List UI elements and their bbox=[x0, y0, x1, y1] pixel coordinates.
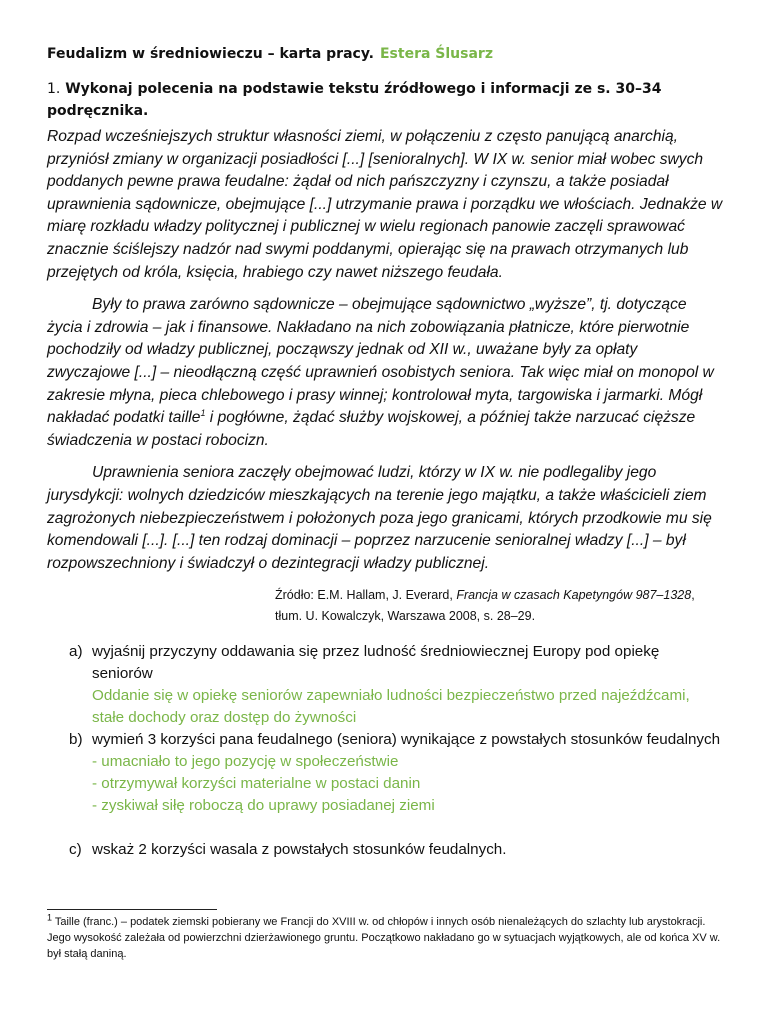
source-paragraph-3: Uprawnienia seniora zaczęły obejmować ludzi, którzy w IX w. nie podlegaliby jego jurysdykcji: wolnych dziedziców mieszkających na terenie jego majątku, a także właścicieli ziem zagrożonych niebezpieczeństwem i położonych poza jego granicami, których przodkowie mu się komendowali [...]. [...] ten rodzaj dominacji – poprzez narzucenie senioralnej władzy [...] – był rozpowszechniony i świadczył o dezintegracji władzy publicznej. bbox=[47, 464, 712, 572]
question-c-marker: c) bbox=[69, 841, 82, 859]
question-a-marker: a) bbox=[69, 643, 83, 661]
question-a bbox=[47, 641, 723, 729]
question-b-answer-3: - zyskiwał siłę roboczą do uprawy posiadanej ziemi bbox=[92, 797, 435, 815]
task-instruction bbox=[47, 78, 723, 122]
question-spacer bbox=[47, 817, 723, 839]
question-list bbox=[47, 641, 723, 861]
question-c-text: wskaż 2 korzyści wasala z powstałych stosunków feudalnych. bbox=[92, 841, 507, 859]
question-b bbox=[47, 729, 723, 817]
author-name: Estera Ślusarz bbox=[379, 46, 493, 62]
worksheet-title: Feudalizm w średniowieczu – karta pracy. bbox=[47, 46, 374, 62]
footnote-reference[interactable]: 1 bbox=[200, 407, 206, 418]
question-c bbox=[47, 839, 723, 861]
footnote bbox=[47, 914, 723, 962]
footnote-number: 1 bbox=[47, 912, 53, 923]
citation-book-title: Francja w czasach Kapetyngów 987–1328 bbox=[456, 588, 692, 603]
question-b-text: wymień 3 korzyści pana feudalnego (seniora) wynikające z powstałych stosunków feudalnych bbox=[92, 731, 721, 749]
worksheet-header bbox=[47, 44, 723, 64]
source-paragraph-1: Rozpad wcześniejszych struktur własności ziemi, w połączeniu z często panującą anarchią, przyniósł zmiany w organizacji posiadłości [...] [senioralnych]. W IX w. senior miał wobec swych poddanych pewne prawa feudalne: żądał od nich pańszczyzny i czynszu, a także posiadał uprawnienia sądownicze, obejmujące [...] utrzymanie prawa i porządku we włościach. Jednakże w miarę rozkładu władzy politycznej i publicznej w wielu regionach panowie zaczęli sprawować znacznie ściślejszy nadzór nad swymi poddanymi, opierając się na prawach otrzymanych lub przejętych od króla, księcia, hrabiego czy nawet niższego feudała. bbox=[47, 128, 723, 281]
source-paragraph-2-part-2: i pogłówne, żądać służby wojskowej, a później także narzucać cięższe świadczenia w postaci robocizn. bbox=[47, 409, 696, 449]
footnote-divider bbox=[47, 909, 217, 910]
question-b-answer-1: - umacniało to jego pozycję w społeczeństwie bbox=[92, 753, 399, 771]
question-b-answer-2: - otrzymywał korzyści materialne w postaci danin bbox=[92, 775, 421, 793]
worksheet-page bbox=[47, 44, 723, 861]
question-a-answer: Oddanie się w opiekę seniorów zapewniało ludności bezpieczeństwo przed najeźdźcami, stałe dochody oraz dostęp do żywności bbox=[92, 687, 690, 727]
question-a-text: wyjaśnij przyczyny oddawania się przez ludność średniowiecznej Europy pod opiekę seniorów bbox=[92, 643, 660, 683]
source-paragraph-2 bbox=[47, 294, 723, 452]
source-paragraph-2-part-1: Były to prawa zarówno sądownicze – obejmujące sądownictwo „wyższe”, tj. dotyczące życia i zdrowia – jak i finansowe. Nakładano na nich zobowiązania płatnicze, które pierwotnie pochodziły od władzy publicznej, począwszy jednak od XII w., uważane były za opłaty zwyczajowe [...] – nieodłączną część uprawnień osobistych seniora. Tak więc miał on monopol w zakresie młyna, pieca chlebowego i prasy winnej; kontrolował myta, targowiska i jarmarki. Mógł nakładać podatki taille bbox=[47, 296, 714, 427]
citation-prefix: Źródło: E.M. Hallam, J. Everard, bbox=[275, 588, 457, 603]
source-citation bbox=[275, 585, 715, 627]
footnote-text: Taille (franc.) – podatek ziemski pobierany we Francji do XVIII w. od chłopów i innych osób nienależących do szlachty lub arystokracji. Jego wysokość zależała od powierzchni dzierżawionego gruntu. Początkowo nakładano go w sytuacjach wyjątkowych, ale od końca XV w. był stałą daniną. bbox=[47, 916, 721, 960]
citation-suffix: , tłum. U. Kowalczyk, Warszawa 2008, s. 28–29. bbox=[275, 588, 695, 624]
task-number: 1. bbox=[47, 81, 61, 97]
question-b-marker: b) bbox=[69, 731, 83, 749]
task-text: Wykonaj polecenia na podstawie tekstu źródłowego i informacji ze s. 30–34 podręcznika. bbox=[47, 81, 662, 119]
